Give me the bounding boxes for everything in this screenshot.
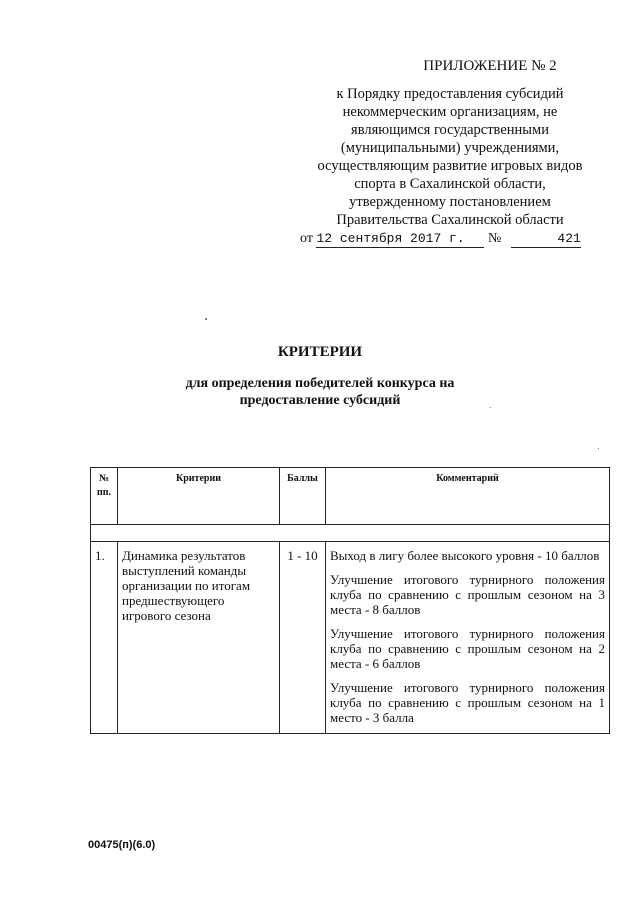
scan-speck <box>598 448 599 449</box>
decree-number: 421 <box>511 231 581 248</box>
appendix-line: являющимся государственными <box>351 122 549 138</box>
comment-item: Улучшение итогового турнирного положения клуба по сравнению с прошлым сезоном на 2 места - 6 баллов <box>330 626 605 671</box>
table-gap <box>91 525 610 542</box>
table-header-row <box>91 468 610 525</box>
page-title: КРИТЕРИИ <box>277 344 363 360</box>
date-prefix: от <box>300 231 313 246</box>
appendix-line: некоммерческим организациям, не <box>342 104 558 120</box>
scan-speck <box>205 318 207 320</box>
appendix-line: к Порядку предоставления субсидий <box>336 86 564 102</box>
row-points: 1 - 10 <box>280 542 326 734</box>
appendix-line: Правительства Сахалинской области <box>336 212 564 228</box>
comment-item: Улучшение итогового турнирного положения клуба по сравнению с прошлым сезоном на 3 места - 8 баллов <box>330 572 605 617</box>
appendix-line: спорта в Сахалинской области, <box>354 176 546 192</box>
decree-date: 12 сентября 2017 г. <box>316 231 484 248</box>
page-subtitle-line: предоставление субсидий <box>239 393 401 408</box>
row-criterion: Динамика результатов выступлений команды организации по итогам предшествующего игрового сезона <box>118 542 280 734</box>
decree-date-line <box>300 231 600 248</box>
row-num: 1. <box>91 542 118 734</box>
comment-item: Улучшение итогового турнирного положения клуба по сравнению с прошлым сезоном на 1 место - 3 балла <box>330 680 605 725</box>
row-comments <box>326 542 610 734</box>
appendix-text <box>300 85 600 229</box>
criteria-table <box>90 467 610 734</box>
appendix-title: ПРИЛОЖЕНИЕ № 2 <box>423 58 557 74</box>
header-points: Баллы <box>280 468 326 525</box>
table-row <box>91 542 610 734</box>
scan-speck <box>490 407 491 408</box>
appendix-line: осуществляющим развитие игровых видов <box>317 158 583 174</box>
page-subtitle-line: для определения победителей конкурса на <box>185 376 455 391</box>
appendix-line: утвержденному постановлением <box>349 194 551 210</box>
header-criteria: Критерии <box>118 468 280 525</box>
header-num: № пп. <box>91 468 118 525</box>
comment-item: Выход в лигу более высокого уровня - 10 баллов <box>330 548 600 563</box>
document-code: 00475(п)(6.0) <box>88 839 156 851</box>
header-comment: Комментарий <box>326 468 610 525</box>
criteria-heading <box>0 344 640 409</box>
number-sign: № <box>487 231 502 246</box>
appendix-line: (муниципальными) учреждениями, <box>340 140 560 156</box>
appendix-block <box>300 58 600 248</box>
